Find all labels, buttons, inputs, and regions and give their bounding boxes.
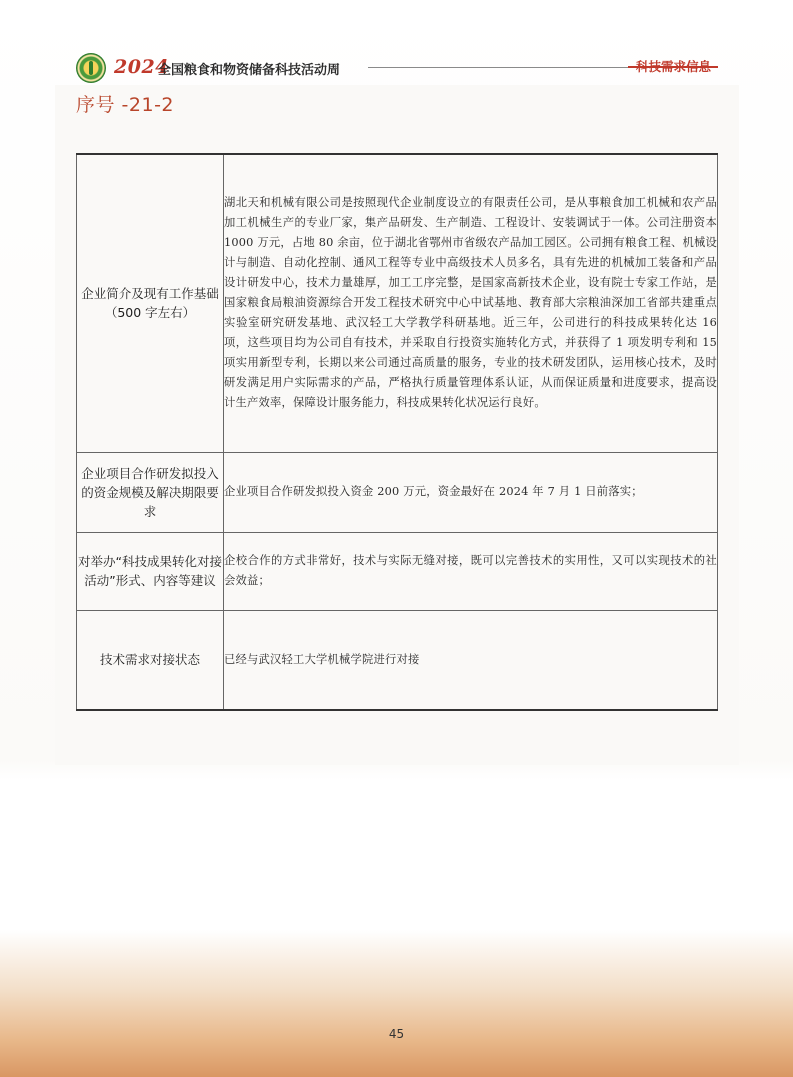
sequence-title: 序号 -21-2	[76, 94, 175, 116]
row-label: 对举办“科技成果转化对接活动”形式、内容等建议	[77, 532, 224, 610]
header-divider	[368, 67, 628, 68]
table-row	[77, 610, 718, 710]
row-value: 已经与武汉轻工大学机械学院进行对接	[224, 610, 718, 710]
header-event-title: 全国粮食和物资储备科技活动周	[158, 63, 341, 78]
row-label: 技术需求对接状态	[77, 610, 224, 710]
page-number: 45	[388, 1027, 405, 1041]
table-row	[77, 452, 718, 532]
header-year: 2024	[114, 56, 169, 78]
row-value: 企校合作的方式非常好，技术与实际无缝对接，既可以完善技术的实用性，又可以实现技术的社会效益；	[224, 532, 718, 610]
row-label: 企业简介及现有工作基础（500 字左右）	[77, 154, 224, 452]
row-label: 企业项目合作研发拟投入的资金规模及解决期限要求	[77, 452, 224, 532]
requirement-table	[76, 153, 718, 711]
row-value: 湖北天和机械有限公司是按照现代企业制度设立的有限责任公司，是从事粮食加工机械和农产品加工机械生产的专业厂家，集产品研发、生产制造、工程设计、安装调试于一体。公司注册资本 1000 万元，占地 80 余亩，位于湖北省鄂州市省级农产品加工园区。公司拥有粮食工程、机械设计与制造、自动化控制、通风工程等专业中高级技术人员多名，具有先进的机械加工装备和产品设计研发中心，技术力量雄厚，加工工序完整，是国家高新技术企业，设有院士专家工作站，是国家粮食局粮油资源综合开发工程技术研究中心中试基地、教育部大宗粮油深加工省部共建重点实验室研究研发基地、武汉轻工大学教学科研基地。近三年，公司进行的科技成果转化达 16 项，这些项目均为公司自有技术，并采取自行投资实施转化方式，并获得了 1 项发明专利和 15 项实用新型专利，长期以来公司通过高质量的服务，专业的技术研发团队，运用核心技术，及时研发满足用户实际需求的产品，严格执行质量管理体系认证，从而保证质量和进度要求，提高设计生产效率，保障设计服务能力，科技成果转化状况运行良好。	[224, 154, 718, 452]
table-row	[77, 532, 718, 610]
row-value: 企业项目合作研发拟投入资金 200 万元，资金最好在 2024 年 7 月 1 日前落实；	[224, 452, 718, 532]
header-section-tag: 科技需求信息	[636, 59, 712, 74]
page-header	[0, 48, 793, 88]
table-row	[77, 154, 718, 452]
grain-logo-icon	[76, 53, 106, 83]
